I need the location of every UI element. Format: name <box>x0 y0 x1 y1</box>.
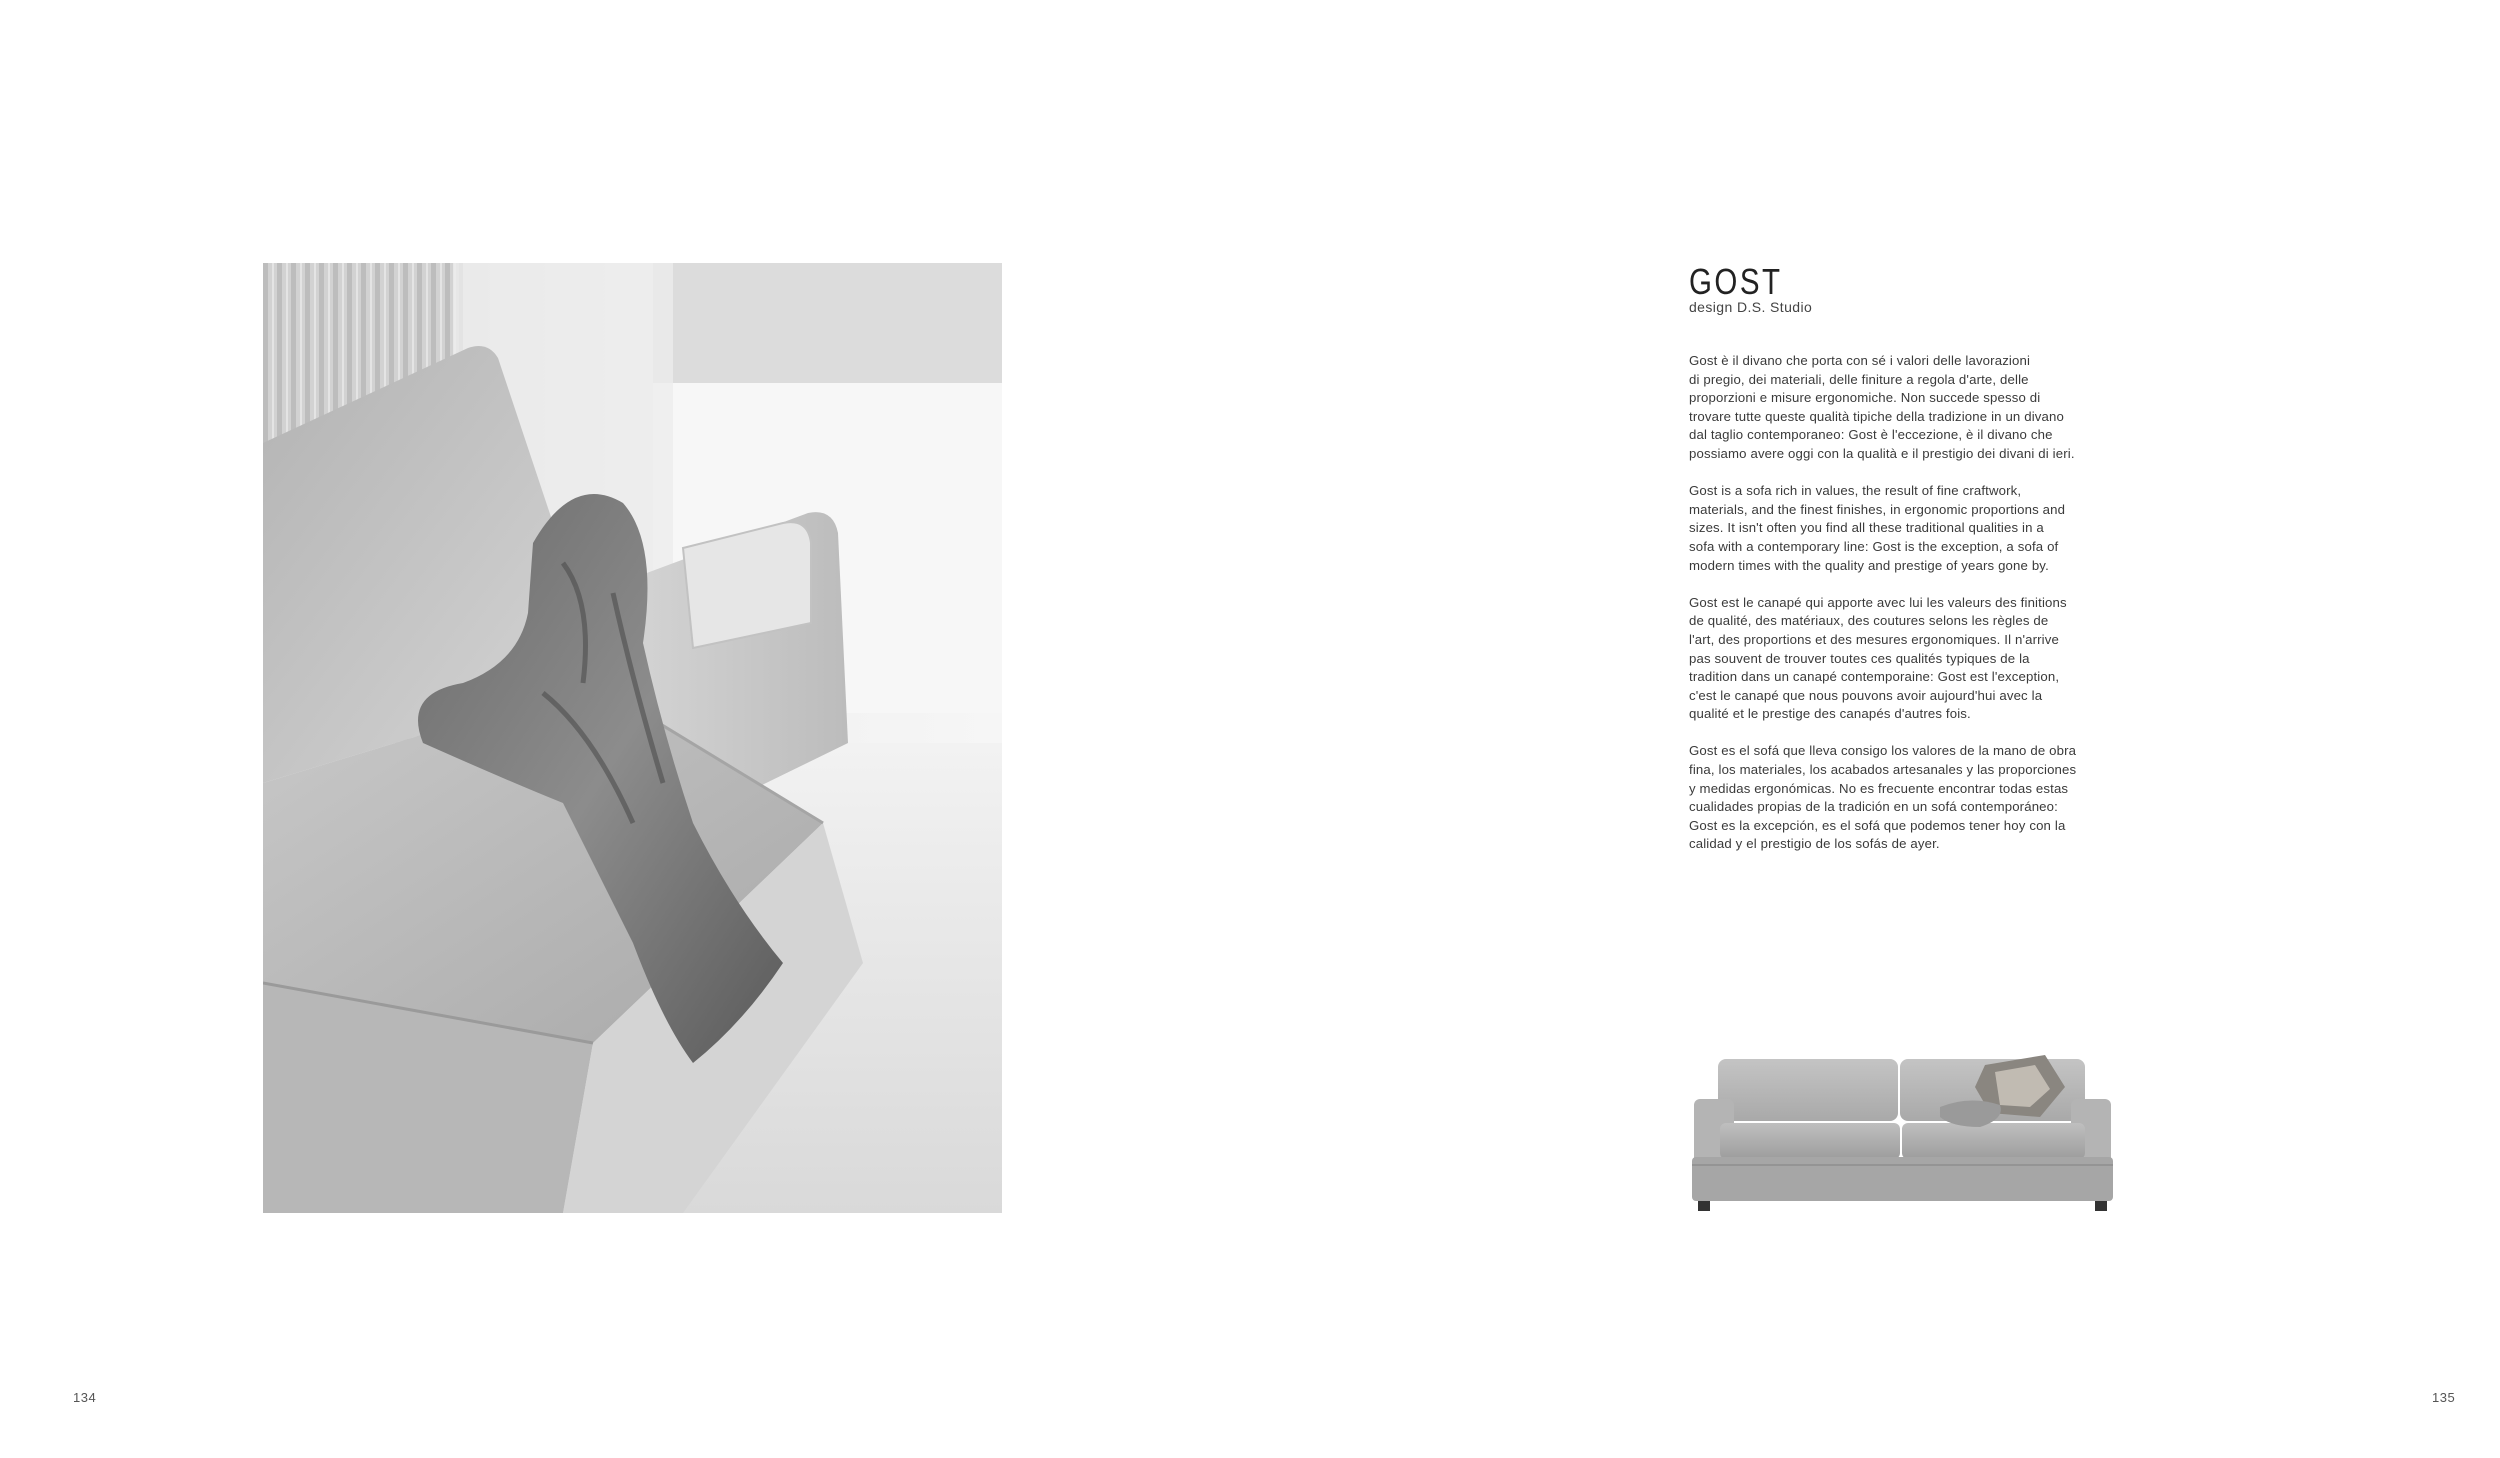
text-line: trovare tutte queste qualità tipiche della tradizione in un divano <box>1689 408 2064 424</box>
text-line: Gost es el sofá que lleva consigo los valores de la mano de obra <box>1689 743 2077 759</box>
text-line: Gost est le canapé qui apporte avec lui les valeurs des finitions <box>1689 594 2067 610</box>
text-line: calidad y el prestigio de los sofás de ayer. <box>1689 836 1940 852</box>
text-line: possiamo avere oggi con la qualità e il prestigio dei divani di ieri. <box>1689 445 2075 461</box>
text-line: y medidas ergonómicas. No es frecuente encontrar todas estas <box>1689 780 2069 796</box>
text-line: Gost is a sofa rich in values, the result of fine craftwork, <box>1689 483 2022 499</box>
text-line: Gost è il divano che porta con sé i valori delle lavorazioni <box>1689 353 2031 368</box>
text-line: di pregio, dei materiali, delle finiture a regola d'arte, delle <box>1689 371 2029 387</box>
hero-sofa-photo <box>263 263 1002 1213</box>
text-line: dal taglio contemporaneo: Gost è l'eccezione, è il divano che <box>1689 427 2053 443</box>
text-line: de qualité, des matériaux, des coutures selons les règles de <box>1689 613 2049 629</box>
page-number-right: 135 <box>2432 1390 2456 1405</box>
text-line: sizes. It isn't often you find all these traditional qualities in a <box>1689 520 2044 536</box>
description-french <box>1689 594 2119 724</box>
text-line: sofa with a contemporary line: Gost is the exception, a sofa of <box>1689 538 2059 554</box>
text-line: proporzioni e misure ergonomiche. Non succede spesso di <box>1689 390 2041 406</box>
product-title: GOST <box>1689 261 1783 302</box>
product-designer: design D.S. Studio <box>1689 299 1813 315</box>
page-number-left: 134 <box>73 1390 97 1405</box>
description-spanish <box>1689 742 2119 854</box>
text-line: pas souvent de trouver toutes ces qualités typiques de la <box>1689 650 2030 666</box>
text-line: l'art, des proportions et des mesures ergonomiques. Il n'arrive <box>1689 631 2059 647</box>
text-line: fina, los materiales, los acabados artesanales y las proporciones <box>1689 762 2077 778</box>
text-line: Gost es la excepción, es el sofá que podemos tener hoy con la <box>1689 817 2066 833</box>
text-line: materials, and the finest finishes, in ergonomic proportions and <box>1689 501 2066 517</box>
text-line: c'est le canapé que nous pouvons avoir aujourd'hui avec la <box>1689 687 2043 703</box>
text-line: cualidades propias de la tradición en un sofá contemporáneo: <box>1689 799 2058 815</box>
text-line: modern times with the quality and prestige of years gone by. <box>1689 557 2049 573</box>
product-sofa-photo <box>1690 1047 2115 1217</box>
text-line: tradition dans un canapé contemporaine: Gost est l'exception, <box>1689 669 2060 685</box>
description-italian <box>1689 352 2119 464</box>
product-description <box>1689 352 2119 873</box>
text-line: qualité et le prestige des canapés d'autres fois. <box>1689 706 1971 722</box>
description-english <box>1689 482 2119 575</box>
